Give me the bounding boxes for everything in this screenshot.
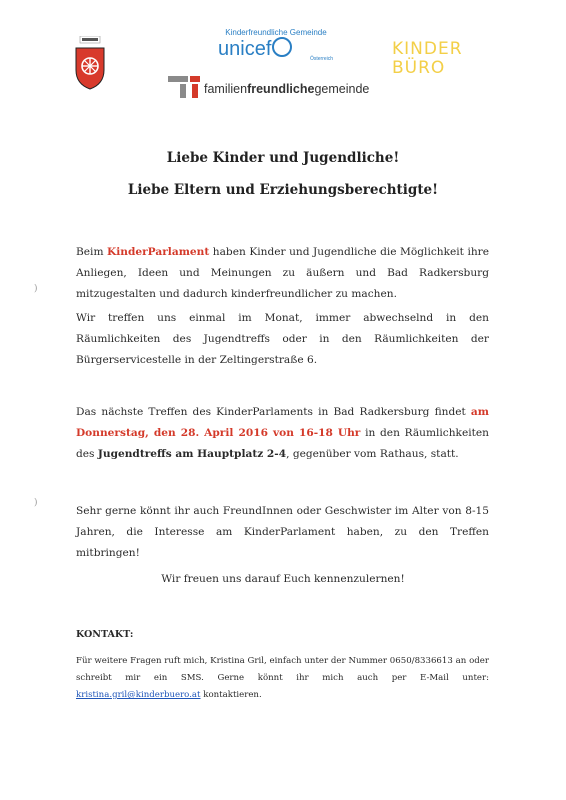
family-mark-icon [168, 76, 200, 98]
kinderbuero-logo [392, 40, 490, 88]
paragraph-next-meeting [76, 402, 489, 465]
contact-end: kontaktieren. [200, 690, 262, 700]
kinderparlament-highlight: KinderParlament [107, 246, 210, 258]
date-highlight: am Donnerstag, den 28. April 2016 von 16-18 Uhr [76, 406, 489, 439]
intro-start: Beim [76, 246, 108, 258]
unicef-country: Österreich [310, 56, 334, 62]
unicef-tagline: Kinderfreundliche Gemeinde [225, 28, 327, 37]
next-meeting-mid: in den Räumlichkeiten des [76, 427, 489, 460]
paragraph-invite-friends: Sehr gerne könnt ihr auch FreundInnen oder Geschwister im Alter von 8-15 Jahren, die Interesse am KinderParlament haben, zu den Treffen mitbringen! [76, 505, 489, 559]
heading-kids: Liebe Kinder und Jugendliche! [166, 150, 400, 166]
kinderbuero-line2: BÜRO [392, 58, 446, 78]
next-meeting-start: Das nächste Treffen des KinderParlaments in Bad Radkersburg findet [76, 406, 471, 418]
heading-parents: Liebe Eltern und Erziehungsberechtigte! [127, 182, 439, 198]
globe-icon [272, 37, 292, 57]
ff-end: gemeinde [314, 82, 370, 96]
unicef-logo [214, 28, 338, 60]
contact-text [76, 653, 489, 704]
margin-mark: ) [34, 498, 38, 508]
coat-of-arms-logo [74, 36, 106, 90]
next-meeting-end: , gegenüber vom Rathaus, statt. [286, 448, 459, 460]
contact-title: KONTAKT: [76, 629, 134, 640]
ff-bold: freundliche [247, 82, 315, 96]
location-bold: Jugendtreffs am Hauptplatz 2-4 [97, 448, 287, 460]
contact-body: Für weitere Fragen ruft mich, Kristina Gril, einfach unter der Nummer 0650/8336613 an oder schreibt mir ein SMS. Gerne könnt ihr mich auch per E-Mail unter: [76, 656, 489, 683]
margin-mark: ) [34, 284, 38, 294]
kinderbuero-line1: KINDER [392, 39, 463, 59]
closing-line: Wir freuen uns darauf Euch kennenzulernen! [161, 573, 405, 585]
email-link[interactable]: kristina.gril@kinderbuero.at [76, 690, 201, 700]
unicef-wordmark: unicef [218, 38, 272, 60]
ff-light: familien [204, 82, 248, 96]
paragraph-intro [76, 242, 489, 305]
intro-rest: haben Kinder und Jugendliche die Möglichkeit ihre Anliegen, Ideen und Meinungen zu äußern und Bad Radkersburg mitzugestalten und dadurch kinderfreundlicher zu machen. [76, 246, 489, 300]
paragraph-meetings: Wir treffen uns einmal im Monat, immer abwechselnd in den Räumlichkeiten des Jugendtreffs oder in den Räumlichkeiten der Bürgerservicestelle in der Zeltingerstraße 6. [76, 312, 489, 366]
